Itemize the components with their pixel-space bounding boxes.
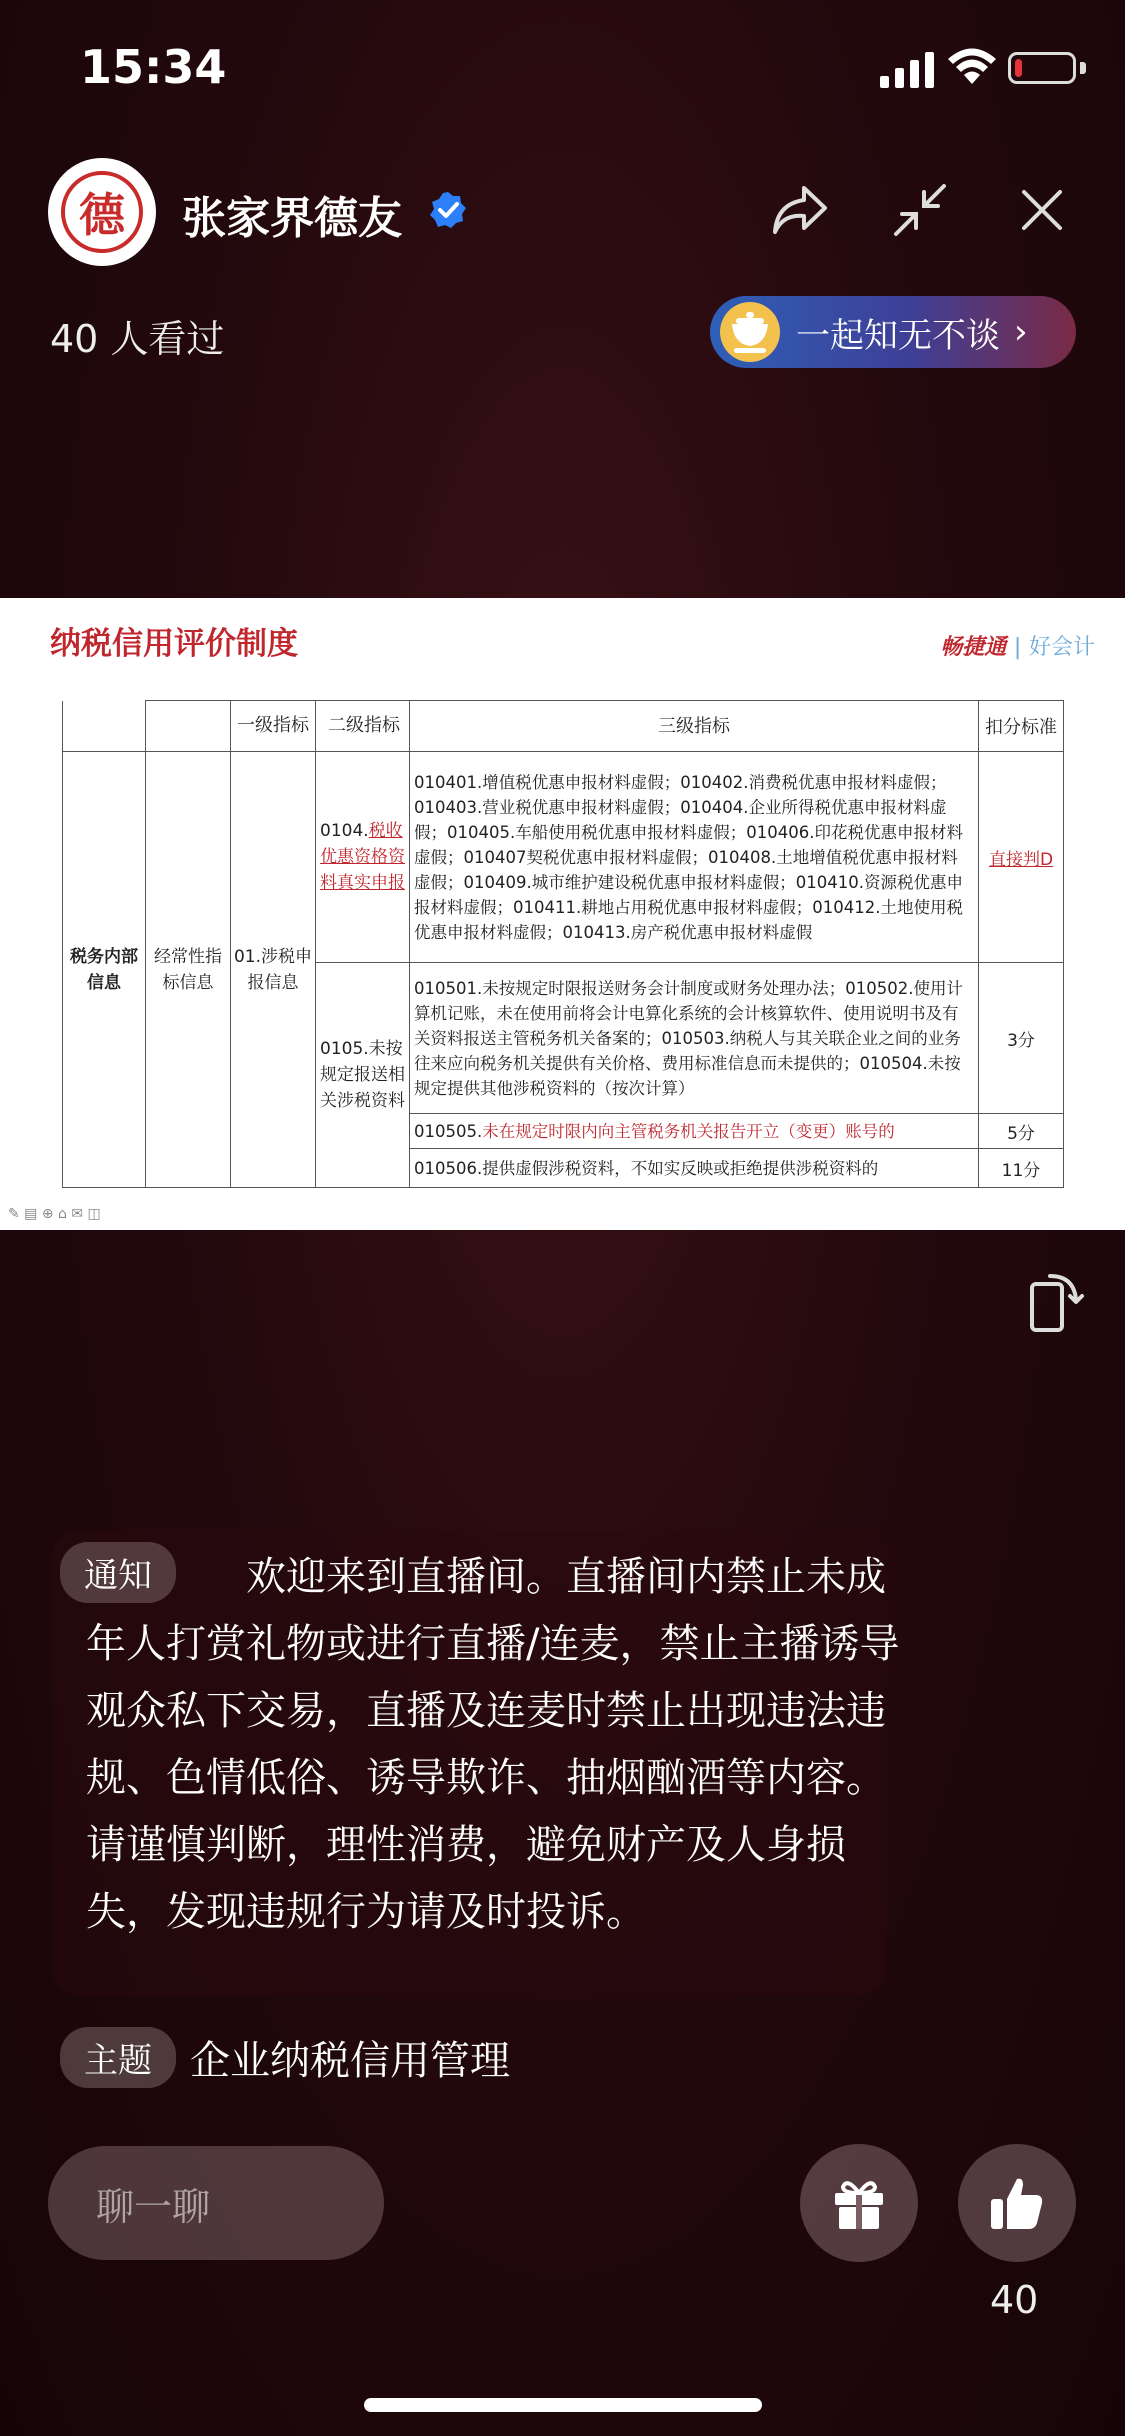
level3-prefix: 010505. [414, 1121, 483, 1141]
slide-logo-right: 好会计 [1028, 635, 1095, 660]
cell-level3-0104: 010401.增值税优惠申报材料虚假；010402.消费税优惠申报材料虚假；010403.营业税优惠申报材料虚假；010404.企业所得税优惠申报材料虚假；010405.车船使用税优惠申报材料虚假；010406.印花税优惠申报材料虚假；010407契税优惠申报材料虚假；010408.土地增值税优惠申报材料虚假；010409.城市维护建设税优惠申报材料虚假；010410.资源税优惠申报材料虚假；010411.耕地占用税优惠申报材料虚假；010412.土地使用税优惠申报材料虚假；010413.房产税优惠申报材料虚假 [410, 752, 979, 963]
level3-red: 未在规定时限内向主管税务机关报告开立（变更）账号的 [482, 1121, 895, 1141]
theme-row [60, 2026, 510, 2088]
thumbs-up-icon [987, 2173, 1047, 2233]
table-row [63, 752, 1064, 963]
tea-cup-icon [718, 300, 782, 364]
status-bar [0, 0, 1125, 130]
notice-panel [52, 1530, 900, 1996]
level2-prefix: 0104. [320, 821, 369, 841]
cell-level1: 01.涉税申报信息 [231, 752, 316, 1188]
cell-deduct-010505: 5分 [979, 1114, 1064, 1149]
cell-level3-010505 [410, 1114, 979, 1149]
cell-col-b: 经常性指标信息 [146, 752, 231, 1188]
like-button[interactable] [958, 2144, 1076, 2262]
wifi-icon [948, 46, 996, 86]
cell-level3-010506: 010506.提供虚假涉税资料，不如实反映或拒绝提供涉税资料的 [410, 1149, 979, 1188]
close-icon[interactable] [1012, 180, 1072, 240]
cell-level2-0104 [316, 752, 410, 963]
topic-pill[interactable] [710, 296, 1076, 368]
cell-deduct-010506: 11分 [979, 1149, 1064, 1188]
rotate-screen-icon[interactable] [1028, 1270, 1084, 1334]
chevron-right-icon: › [1014, 312, 1028, 352]
cell-level3-0105: 010501.未按规定时限报送财务会计制度或财务处理办法；010502.使用计算机记账，未在使用前将会计电算化系统的会计核算软件、使用说明书及有关资料报送主管税务机关备案的；010503.纳税人与其关联企业之间的业务往来应向税务机关提供有关价格、费用标准信息而未提供的；010504.未按规定提供其他涉税资料的（按次计算） [410, 963, 979, 1114]
gift-button[interactable] [800, 2144, 918, 2262]
avatar-logo: 德 [61, 171, 143, 253]
verified-icon [428, 190, 468, 230]
cell-level2-0105: 0105.未按规定报送相关涉税资料 [316, 963, 410, 1188]
notice-tag: 通知 [60, 1542, 176, 1603]
slide-logo-sep: | [1013, 635, 1022, 660]
cell-deduct-0105: 3分 [979, 963, 1064, 1114]
battery-tip [1080, 62, 1086, 74]
slide-logo [940, 630, 1095, 661]
notice-text: 欢迎来到直播间。直播间内禁止未成年人打赏礼物或进行直播/连麦，禁止主播诱导观众私下交易，直播及连麦时禁止出现违法违规、色情低俗、诱导欺诈、抽烟酗酒等内容。请谨慎判断，理性消费，避免财产及人身损失，发现违规行为请及时投诉。 [86, 1554, 900, 1935]
cell-deduct-0104: 直接判D [979, 752, 1064, 963]
host-name[interactable]: 张家界德友 [182, 193, 402, 244]
viewer-count: 40 人看过 [50, 317, 225, 361]
table-header-row [63, 701, 1064, 752]
slide-toolbar: ✎ ▤ ⊕ ⌂ ✉ ◫ [8, 1206, 101, 1222]
shared-slide [0, 598, 1125, 1230]
cell-col-a: 税务内部信息 [63, 752, 146, 1188]
theme-tag: 主题 [60, 2027, 176, 2088]
slide-logo-left: 畅捷通 [940, 635, 1007, 660]
level2-red: 税收优惠资格资料真实申报 [320, 821, 405, 893]
header-deduct: 扣分标准 [979, 701, 1064, 752]
credit-table [62, 700, 1064, 1188]
minimize-icon[interactable] [890, 180, 950, 240]
home-indicator[interactable] [364, 2398, 762, 2412]
like-count: 40 [990, 2278, 1039, 2322]
topic-pill-label: 一起知无不谈 [796, 315, 1000, 356]
header-level1: 一级指标 [231, 701, 316, 752]
chat-placeholder: 聊一聊 [96, 2184, 211, 2229]
slide-title: 纳税信用评价制度 [50, 626, 298, 662]
host-avatar[interactable] [48, 158, 156, 266]
signal-icon [880, 52, 936, 88]
header-level3: 三级指标 [410, 701, 979, 752]
theme-text: 企业纳税信用管理 [190, 2037, 510, 2084]
battery-icon [1008, 52, 1076, 84]
gift-icon [829, 2173, 889, 2233]
share-icon[interactable] [770, 180, 830, 240]
header-level2: 二级指标 [316, 701, 410, 752]
chat-input[interactable] [48, 2146, 384, 2260]
status-time: 15:34 [80, 40, 227, 94]
